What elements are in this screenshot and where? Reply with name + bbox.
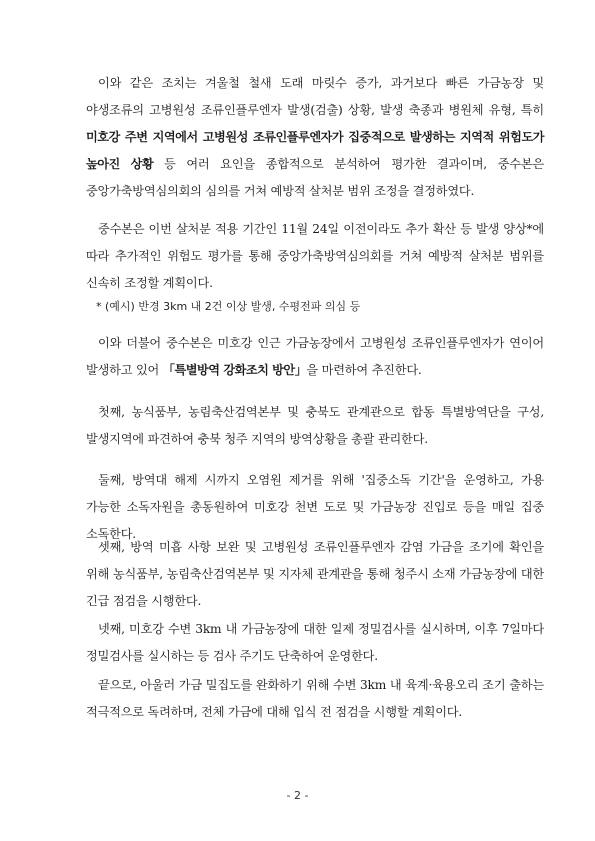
paragraph-emphasis: 미호강 주변 지역에서 고병원성 조류인플루엔자가 집중적으로 발생하는 지역적 위험도가 높아진 상황: [86, 130, 544, 171]
paragraph-emphasis: 「특별방역 강화조치 방안」: [162, 363, 307, 377]
footnote-example: * (예시) 반경 3km 내 2건 이상 발생, 수평전파 의심 등: [96, 300, 361, 313]
paragraph-text: 등 여러 요인을 종합적으로 분석하여 평가한 결과이며, 중수본은 중앙가축방역심의회의 심의를 거쳐 예방적 살처분 범위 조정을 결정하였다.: [86, 157, 545, 198]
paragraph-assessment-result: [86, 70, 544, 205]
paragraph-text: 을 마련하여 추진한다.: [306, 363, 422, 377]
paragraph-final-measure: [86, 672, 544, 726]
paragraph-text: 첫째, 농식품부, 농림축산검역본부 및 충북도 관계관으로 합동 특별방역단을 구성, 발생지역에 파견하여 충북 청주 지역의 방역상황을 총괄 관리한다.: [86, 405, 544, 446]
paragraph-special-measures: [86, 330, 544, 384]
page-number: - 2 -: [286, 789, 309, 802]
paragraph-text: 넷째, 미호강 수변 3km 내 가금농장에 대한 일제 정밀검사를 실시하며, 이후 7일마다 정밀검사를 실시하는 등 검사 주기도 단축하여 운영한다.: [86, 622, 544, 663]
paragraph-adjustment-plan: [86, 216, 544, 297]
paragraph-text: 셋째, 방역 미흡 사항 보완 및 고병원성 조류인플루엔자 감염 가금을 조기에 확인을 위해 농식품부, 농림축산검역본부 및 지자체 관계관을 통해 청주시 소재 가금농장에 대한 긴급 점검을 시행한다.: [86, 540, 544, 608]
paragraph-first-measure: [86, 399, 544, 453]
paragraph-text: 끝으로, 아울러 가금 밀집도를 완화하기 위해 수변 3km 내 육계·육용오리 조기 출하는 적극적으로 독려하며, 전체 가금에 대해 입식 전 점검을 시행할 계획이다.: [86, 678, 544, 719]
paragraph-third-measure: [86, 534, 544, 615]
paragraph-text: 중수본은 이번 살처분 적용 기간인 11월 24일 이전이라도 추가 확산 등 발생 양상*에 따라 추가적인 위험도 평가를 통해 중앙가축방역심의회를 거쳐 예방적 살처분 범위를 신속히 조정할 계획이다.: [86, 222, 544, 290]
paragraph-text: 이와 더불어 중수본은 미호강 인근 가금농장에서 고병원성 조류인플루엔자가 연이어 발생하고 있어: [86, 336, 544, 377]
paragraph-fourth-measure: [86, 616, 544, 670]
paragraph-text: 이와 같은 조치는 겨울철 철새 도래 마릿수 증가, 과거보다 빠른 가금농장 및 야생조류의 고병원성 조류인플루엔자 발생(검출) 상황, 발생 축종과 병원체 유형, 특히: [86, 76, 544, 117]
paragraph-text: 둘째, 방역대 해제 시까지 오염원 제거를 위해 '집중소독 기간'을 운영하고, 가용 가능한 소독자원을 총동원하여 미호강 천변 도로 및 가금농장 진입로 등을 매일 집중 소독한다.: [86, 473, 544, 541]
